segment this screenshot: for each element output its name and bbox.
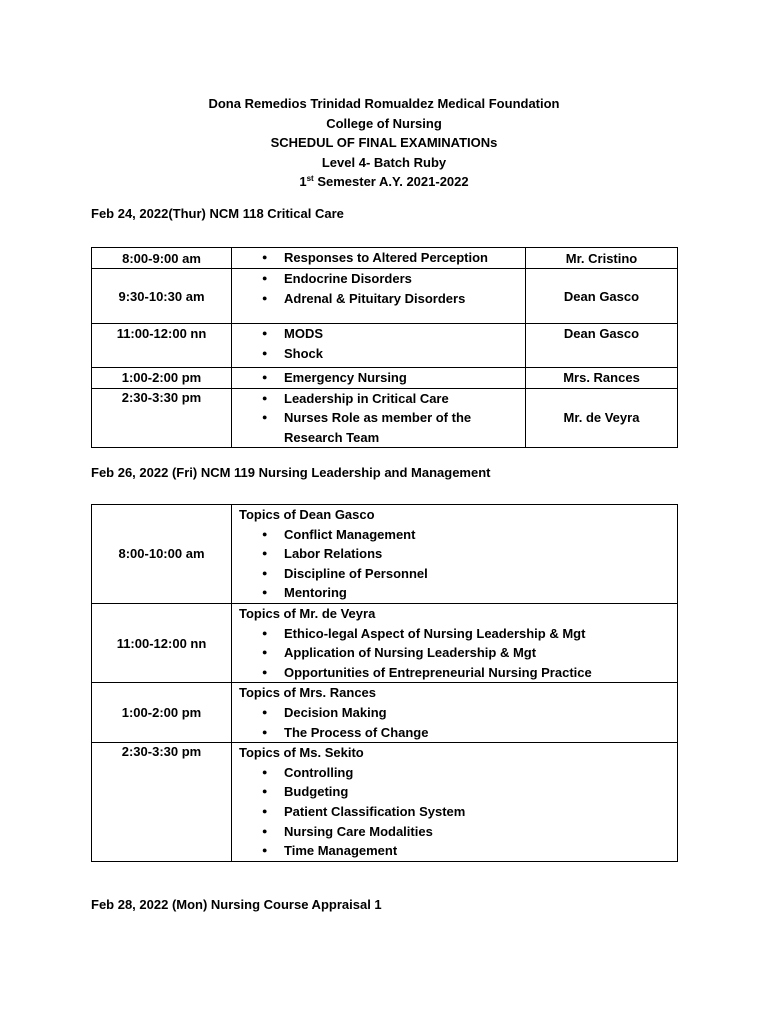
table-row bbox=[92, 743, 678, 862]
time-cell: 2:30-3:30 pm bbox=[92, 388, 232, 448]
semester-number: 1 bbox=[299, 174, 307, 189]
topic-list bbox=[232, 624, 677, 683]
examiner-cell: Mrs. Rances bbox=[526, 368, 678, 389]
topic-group-label: Topics of Dean Gasco bbox=[239, 507, 375, 522]
topics-cell bbox=[232, 388, 526, 448]
college-name: College of Nursing bbox=[326, 115, 442, 131]
examiner-cell: Dean Gasco bbox=[526, 324, 678, 368]
topic-item: ● Nurses Role as member of the Research Team bbox=[232, 408, 525, 447]
document-header bbox=[0, 94, 768, 192]
day3-heading: Feb 28, 2022 (Mon) Nursing Course Appraisal 1 bbox=[91, 897, 382, 912]
table-row bbox=[92, 388, 678, 448]
semester-ordinal: st bbox=[306, 174, 314, 183]
table-row bbox=[92, 368, 678, 389]
topic-item: ● Opportunities of Entrepreneurial Nursing Practice bbox=[232, 663, 677, 683]
table-row bbox=[92, 505, 678, 604]
topic-list bbox=[232, 763, 677, 861]
topic-item: ● Mentoring bbox=[232, 583, 677, 603]
document-title: SCHEDUL OF FINAL EXAMINATIONs bbox=[270, 135, 498, 150]
topic-item: ● Application of Nursing Leadership & Mgt bbox=[232, 643, 677, 663]
topic-item: ● Controlling bbox=[232, 763, 677, 783]
time-cell: 9:30-10:30 am bbox=[92, 269, 232, 324]
topic-group-label: Topics of Mr. de Veyra bbox=[239, 605, 376, 621]
day1-heading: Feb 24, 2022(Thur) NCM 118 Critical Care bbox=[91, 206, 344, 221]
topic-item: ● Discipline of Personnel bbox=[232, 564, 677, 584]
topics-cell bbox=[232, 603, 678, 682]
day2-heading: Feb 26, 2022 (Fri) NCM 119 Nursing Leadership and Management bbox=[91, 465, 491, 480]
day2-schedule-table bbox=[91, 504, 678, 862]
topic-list bbox=[232, 248, 525, 268]
topic-item: ● Adrenal & Pituitary Disorders bbox=[232, 289, 525, 309]
topic-item: ● Nursing Care Modalities bbox=[232, 822, 677, 842]
topic-list bbox=[232, 703, 677, 742]
topics-cell bbox=[232, 683, 678, 743]
topic-item: ● Patient Classification System bbox=[232, 802, 677, 822]
examiner-cell: Mr. Cristino bbox=[526, 248, 678, 269]
topic-group-label: Topics of Mrs. Rances bbox=[239, 685, 377, 701]
topic-item: ● Responses to Altered Perception bbox=[232, 248, 525, 268]
topic-item: ● Shock bbox=[232, 344, 525, 364]
topic-item: ● Conflict Management bbox=[232, 525, 677, 545]
table-row bbox=[92, 603, 678, 682]
topic-list bbox=[232, 368, 525, 388]
topic-group-label: Topics of Ms. Sekito bbox=[239, 745, 364, 761]
table-row bbox=[92, 248, 678, 269]
topic-item: ● Emergency Nursing bbox=[232, 368, 525, 388]
topics-cell bbox=[232, 248, 526, 269]
topic-item: ● Budgeting bbox=[232, 782, 677, 802]
topic-list bbox=[232, 324, 525, 363]
topics-cell bbox=[232, 368, 526, 389]
time-cell: 8:00-10:00 am bbox=[92, 505, 232, 604]
topics-cell bbox=[232, 505, 678, 604]
batch-level: Level 4- Batch Ruby bbox=[321, 154, 447, 170]
topics-cell bbox=[232, 324, 526, 368]
table-row bbox=[92, 324, 678, 368]
semester-text: Semester A.Y. 2021-2022 bbox=[313, 174, 469, 189]
examiner-cell: Mr. de Veyra bbox=[526, 388, 678, 448]
examiner-cell: Dean Gasco bbox=[526, 269, 678, 324]
institution-name: Dona Remedios Trinidad Romualdez Medical Foundation bbox=[208, 96, 560, 111]
topic-item: ● Time Management bbox=[232, 841, 677, 861]
table-row bbox=[92, 269, 678, 324]
table-row bbox=[92, 683, 678, 743]
topic-item: ● Ethico-legal Aspect of Nursing Leadership & Mgt bbox=[232, 624, 677, 644]
semester-line bbox=[0, 172, 768, 192]
topic-item: ● MODS bbox=[232, 324, 525, 344]
time-cell: 11:00-12:00 nn bbox=[92, 324, 232, 368]
topic-item: ● Labor Relations bbox=[232, 544, 677, 564]
topic-item: ● The Process of Change bbox=[232, 723, 677, 743]
topic-item: ● Leadership in Critical Care bbox=[232, 389, 525, 409]
time-cell: 2:30-3:30 pm bbox=[92, 743, 232, 862]
topic-item: ● Endocrine Disorders bbox=[232, 269, 525, 289]
topic-list bbox=[232, 389, 525, 448]
topics-cell bbox=[232, 743, 678, 862]
topics-cell bbox=[232, 269, 526, 324]
time-cell: 1:00-2:00 pm bbox=[92, 683, 232, 743]
topic-list bbox=[232, 269, 525, 308]
time-cell: 1:00-2:00 pm bbox=[92, 368, 232, 389]
topic-item: ● Decision Making bbox=[232, 703, 677, 723]
time-cell: 11:00-12:00 nn bbox=[92, 603, 232, 682]
day1-schedule-table bbox=[91, 247, 678, 448]
time-cell: 8:00-9:00 am bbox=[92, 248, 232, 269]
topic-list bbox=[232, 525, 677, 603]
